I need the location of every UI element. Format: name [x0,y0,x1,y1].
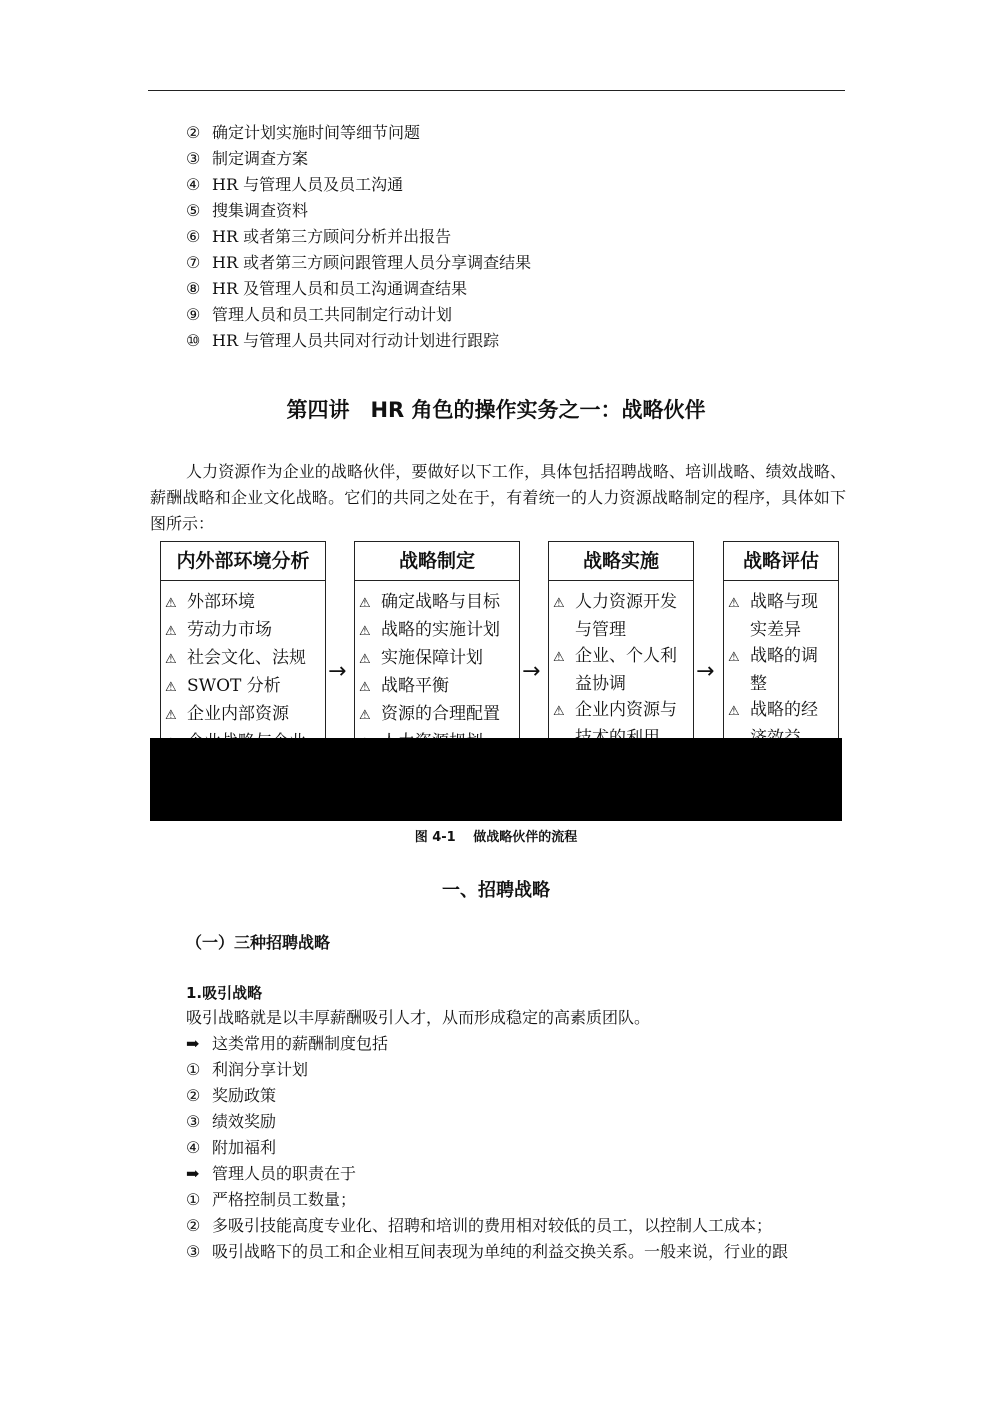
flow-item [728,589,838,617]
list-item [186,252,531,274]
warning-triangle-icon: ⚠ [553,596,565,611]
list-item [186,200,308,222]
list-item-text: 管理人员的职责在于 [212,1164,357,1183]
header-rule [148,90,845,91]
list-item-text: 确定计划实施时间等细节问题 [212,123,421,142]
list-item-text: 利润分享计划 [212,1060,309,1079]
flow-item-text: 企业内资源与 [575,700,677,720]
list-marker: ① [186,1060,201,1079]
figure-caption: 图 4-1 做战略伙伴的流程 [414,830,578,845]
warning-triangle-icon: ⚠ [359,708,371,723]
list-item [186,1163,356,1185]
list-marker: ② [186,1216,201,1235]
intro-paragraph: 人力资源作为企业的战略伙伴，要做好以下工作，具体包括招聘战略、培训战略、绩效战略、薪酬战略和企业文化战略。它们的共同之处在于，有着统一的人力资源战略制定的程序，具体如下图所示： [150,462,846,533]
flow-box-items [355,581,519,757]
flow-box-items [549,581,693,751]
arrow-bullet-icon: ➡ [186,1034,200,1053]
warning-triangle-icon: ⚠ [359,680,371,695]
list-item-text: HR 与管理人员及员工沟通 [212,175,404,194]
list-item-text: 这类常用的薪酬制度包括 [212,1034,389,1053]
list-item-text: 搜集调查资料 [212,201,309,220]
flow-box [354,541,520,763]
list-item [186,1137,276,1159]
list-item-text: 吸引战略就是以丰厚薪酬吸引人才，从而形成稳定的高素质团队。 [186,1008,651,1027]
list-marker: ⑥ [186,227,201,246]
list-item [186,330,499,352]
list-item [186,1033,388,1055]
list-item [186,1189,356,1211]
warning-triangle-icon: ⚠ [728,704,740,719]
flow-item [728,697,838,725]
flow-item [359,645,519,673]
redaction-block [150,738,842,821]
flow-item [553,697,693,725]
list-item-text: HR 或者第三方顾问跟管理人员分享调查结果 [212,253,532,272]
warning-triangle-icon: ⚠ [359,624,371,639]
flow-item [359,701,519,729]
flow-box-title: 内外部环境分析 [161,542,325,581]
subsection-title: （一）三种招聘战略 [186,933,331,952]
flow-item [165,701,325,729]
warning-triangle-icon: ⚠ [165,652,177,667]
flow-item-text: SWOT 分析 [187,676,281,696]
lecture-title: 第四讲 HR 角色的操作实务之一：战略伙伴 [286,398,706,422]
list-marker: ① [186,1190,201,1209]
flow-item [165,645,325,673]
list-item [186,1059,308,1081]
flow-arrow-icon: → [522,659,541,684]
flow-item-text: 资源的合理配置 [381,704,500,724]
list-marker: ③ [186,1242,201,1261]
list-item-text: HR 及管理人员和员工沟通调查结果 [212,279,468,298]
warning-triangle-icon: ⚠ [165,708,177,723]
flow-item [728,643,838,671]
flow-item [553,589,693,617]
flow-item-text: 外部环境 [187,592,255,612]
flow-box [723,541,839,763]
warning-triangle-icon: ⚠ [728,650,740,665]
flow-box-title: 战略制定 [355,542,519,581]
list-item [186,1111,276,1133]
flow-box-items [161,581,325,757]
list-marker: ② [186,123,201,142]
flow-box-title: 战略评估 [724,542,838,581]
flow-item-text: 劳动力市场 [187,620,272,640]
list-item [186,304,452,326]
list-item-text: 吸引战略下的员工和企业相互间表现为单纯的利益交换关系。一般来说，行业的跟 [212,1242,789,1261]
flow-item-continuation: 益协调 [575,674,626,694]
list-item-text: 绩效奖励 [212,1112,277,1131]
list-marker: ⑩ [186,331,201,350]
section-title: 一、招聘战略 [442,880,550,901]
flow-item-text: 战略的调 [750,646,818,666]
list-item [186,174,403,196]
list-marker: ⑤ [186,201,201,220]
warning-triangle-icon: ⚠ [359,652,371,667]
flow-item-text: 确定战略与目标 [381,592,500,612]
flow-arrow-icon: → [696,659,715,684]
flow-box [548,541,694,763]
list-item-text: 多吸引技能高度专业化、招聘和培训的费用相对较低的员工，以控制人工成本； [212,1216,773,1235]
list-marker: ⑦ [186,253,201,272]
flow-item-text: 战略与现 [750,592,818,612]
list-item-text: 附加福利 [212,1138,277,1157]
strategy-flow-diagram [150,539,842,821]
flow-item [165,589,325,617]
warning-triangle-icon: ⚠ [359,596,371,611]
list-item-text: 管理人员和员工共同制定行动计划 [212,305,453,324]
flow-item-continuation: 与管理 [575,620,626,640]
flow-item-text: 实施保障计划 [381,648,483,668]
warning-triangle-icon: ⚠ [165,624,177,639]
list-marker: ② [186,1086,201,1105]
flow-item-text: 战略的实施计划 [381,620,500,640]
flow-box-items [724,581,838,751]
warning-triangle-icon: ⚠ [553,650,565,665]
list-marker: ④ [186,175,201,194]
flow-item-text: 社会文化、法规 [187,648,306,668]
flow-item-text: 战略平衡 [381,676,449,696]
flow-item [165,617,325,645]
list-item [186,122,420,144]
list-item-text: HR 与管理人员共同对行动计划进行跟踪 [212,331,500,350]
list-item [186,1085,276,1107]
warning-triangle-icon: ⚠ [165,680,177,695]
list-item-text: 奖励政策 [212,1086,277,1105]
flow-item-continuation: 整 [750,674,767,694]
flow-box-title: 战略实施 [549,542,693,581]
flow-item-text: 战略的经 [750,700,818,720]
list-marker: ⑨ [186,305,201,324]
list-marker: ③ [186,1112,201,1131]
list-item [186,1215,772,1237]
arrow-bullet-icon: ➡ [186,1164,200,1183]
flow-arrow-icon: → [328,659,347,684]
flow-item-text: 人力资源开发 [575,592,677,612]
list-item-text: HR 或者第三方顾问分析并出报告 [212,227,452,246]
list-item [186,148,308,170]
warning-triangle-icon: ⚠ [165,596,177,611]
flow-item [553,643,693,671]
list-item-text: 制定调查方案 [212,149,309,168]
list-marker: ③ [186,149,201,168]
flow-item [359,617,519,645]
flow-item [359,589,519,617]
warning-triangle-icon: ⚠ [553,704,565,719]
warning-triangle-icon: ⚠ [728,596,740,611]
list-item-text: 严格控制员工数量； [212,1190,357,1209]
flow-box [160,541,326,763]
list-marker: ⑧ [186,279,201,298]
list-marker: ④ [186,1138,201,1157]
flow-item-text: 企业内部资源 [187,704,289,724]
list-item [186,1007,650,1029]
flow-item-continuation: 实差异 [750,620,801,640]
sub-subsection-title: 1.吸引战略 [186,984,263,1002]
list-item [186,278,467,300]
list-item [186,226,451,248]
flow-item [359,673,519,701]
flow-item-text: 企业、个人利 [575,646,677,666]
flow-item [165,673,325,701]
list-item [186,1241,788,1263]
